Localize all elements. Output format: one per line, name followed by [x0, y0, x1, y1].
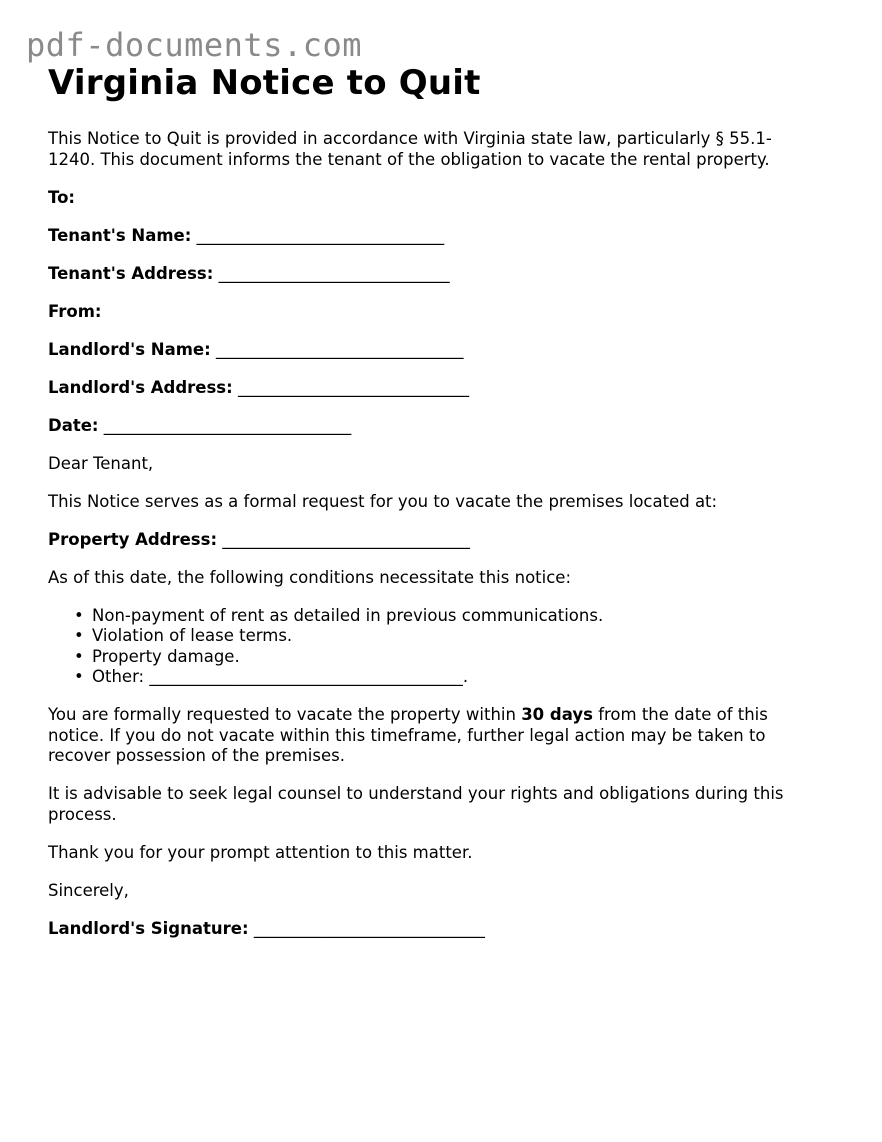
- property-address-blank[interactable]: ______________________________: [222, 529, 470, 549]
- condition-text: Property damage.: [92, 646, 240, 666]
- tenant-address-field: [48, 264, 818, 285]
- other-blank[interactable]: ______________________________________.: [149, 667, 469, 686]
- signature-field: [48, 919, 818, 940]
- list-item: [74, 646, 818, 668]
- request-paragraph: This Notice serves as a formal request for you to vacate the premises located at:: [48, 491, 718, 511]
- intro-paragraph: This Notice to Quit is provided in accordance with Virginia state law, particularly § 55.1-1240. This document informs the tenant of the obligation to vacate the rental property.: [48, 129, 772, 169]
- document-title: Virginia Notice to Quit: [48, 63, 481, 103]
- property-address-field: [48, 530, 818, 551]
- vacate-paragraph: [48, 705, 818, 767]
- property-address-label: Property Address:: [48, 529, 218, 549]
- tenant-address-blank[interactable]: ____________________________: [218, 263, 450, 283]
- bullet-icon: •: [74, 667, 84, 686]
- document: [48, 62, 818, 939]
- date-blank[interactable]: ______________________________: [103, 415, 352, 435]
- to-label: To:: [48, 187, 75, 207]
- salutation: Dear Tenant,: [48, 453, 154, 473]
- thanks-paragraph: Thank you for your prompt attention to this matter.: [48, 842, 473, 862]
- signature-blank[interactable]: ____________________________: [253, 918, 485, 938]
- date-field: [48, 416, 818, 437]
- landlord-name-blank[interactable]: ______________________________: [215, 339, 464, 359]
- watermark: pdf-documents.com: [26, 26, 363, 64]
- condition-text: Non-payment of rent as detailed in previous communications.: [92, 605, 604, 625]
- tenant-name-field: [48, 226, 818, 247]
- landlord-name-field: [48, 340, 818, 361]
- vacate-pre: You are formally requested to vacate the property within: [48, 705, 516, 724]
- landlord-address-field: [48, 378, 818, 399]
- list-item: [74, 626, 818, 647]
- landlord-address-label: Landlord's Address:: [48, 377, 233, 397]
- vacate-post: from the date of this notice. If you do not vacate within this timeframe, further legal action may be taken to recover possession of the premises.: [48, 705, 768, 765]
- condition-text: Violation of lease terms.: [92, 626, 293, 645]
- conditions-intro: As of this date, the following conditions necessitate this notice:: [48, 567, 571, 587]
- tenant-name-label: Tenant's Name:: [48, 225, 192, 245]
- conditions-list: [48, 606, 818, 688]
- tenant-name-blank[interactable]: ______________________________: [196, 225, 445, 245]
- list-item: [74, 605, 818, 627]
- closing: Sincerely,: [48, 880, 129, 900]
- list-item: [74, 667, 818, 688]
- landlord-address-blank[interactable]: ____________________________: [237, 377, 469, 397]
- from-label: From:: [48, 301, 102, 321]
- advice-paragraph: It is advisable to seek legal counsel to understand your rights and obligations during this process.: [48, 784, 784, 824]
- tenant-address-label: Tenant's Address:: [48, 263, 214, 283]
- signature-label: Landlord's Signature:: [48, 918, 249, 938]
- bullet-icon: •: [74, 626, 84, 645]
- date-label: Date:: [48, 415, 99, 435]
- other-label: Other:: [92, 667, 145, 686]
- bullet-icon: •: [74, 646, 84, 666]
- vacate-days: 30 days: [521, 705, 593, 724]
- landlord-name-label: Landlord's Name:: [48, 339, 211, 359]
- bullet-icon: •: [74, 605, 84, 625]
